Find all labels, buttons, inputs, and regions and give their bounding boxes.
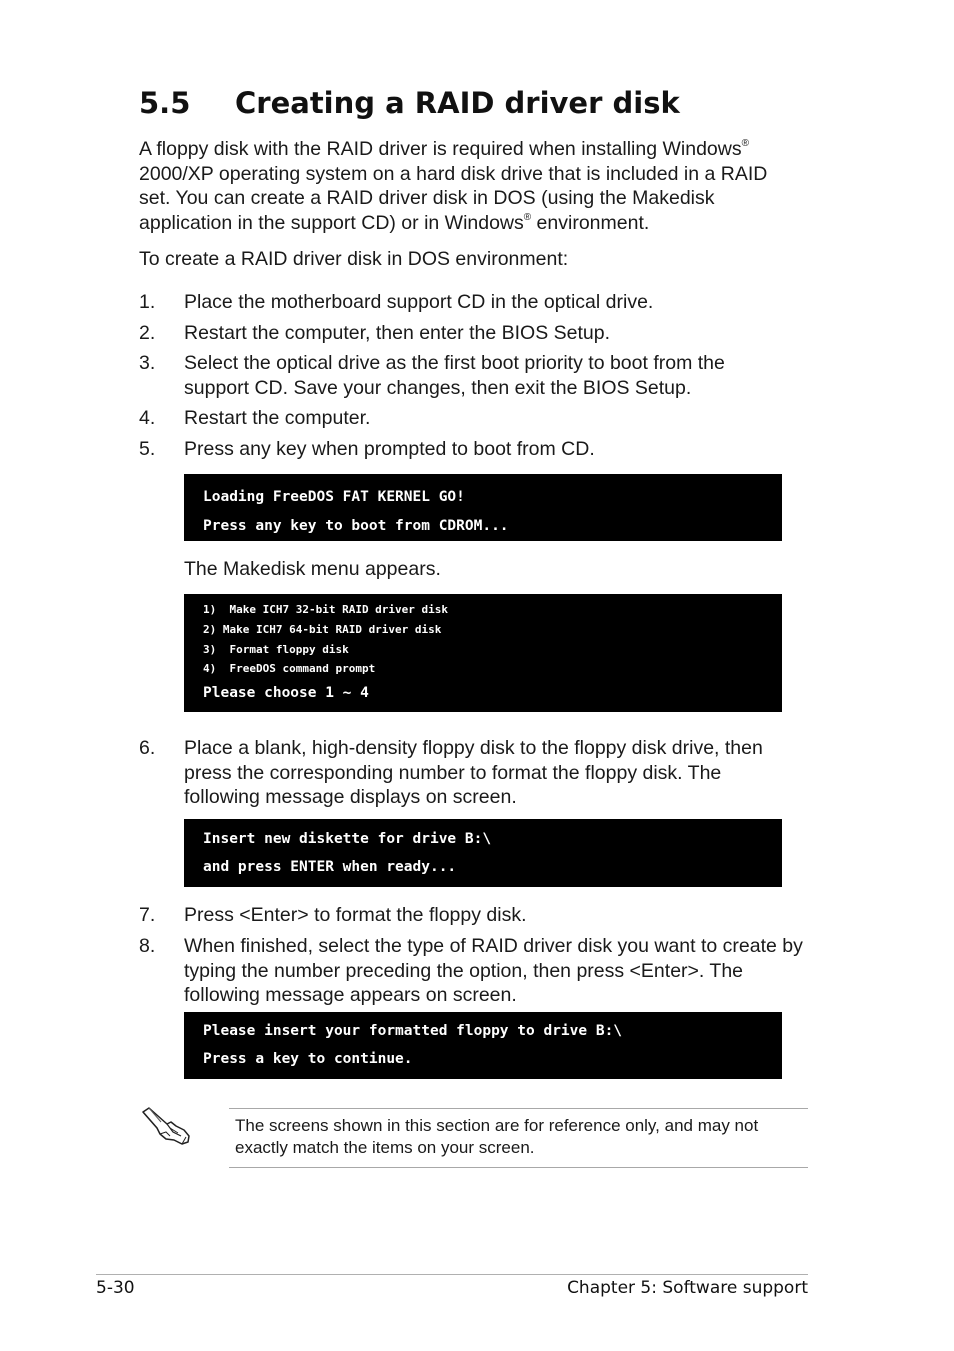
- step-number: 5.: [139, 438, 156, 460]
- page-number: 5-30: [96, 1278, 135, 1298]
- step-number: 4.: [139, 407, 156, 429]
- step-item: [139, 437, 809, 462]
- registered-mark: ®: [523, 211, 532, 223]
- step-text: Press any key when prompted to boot from CD.: [184, 438, 595, 460]
- boot-screen: [184, 474, 782, 541]
- menu-option: 4) FreeDOS command prompt: [203, 662, 376, 676]
- terminal-line: and press ENTER when ready...: [203, 859, 457, 875]
- step-text: Restart the computer.: [184, 407, 371, 429]
- step-text: Place a blank, high-density floppy disk to the floppy disk drive, then press the corresponding number to format the floppy disk. The following message displays on screen.: [184, 737, 763, 808]
- intro-text-2: 2000/XP operating system on a hard disk drive that is included in a RAID set. You can create a RAID driver disk in DOS (using the Makedisk application in the support CD) or in Windows: [139, 162, 768, 234]
- terminal-line: Press a key to continue.: [203, 1051, 413, 1067]
- step-number: 3.: [139, 352, 156, 374]
- note-text: The screens shown in this section are for reference only, and may not exactly match the items on your screen.: [235, 1116, 759, 1157]
- footer-rule: [96, 1274, 808, 1275]
- menu-option: 1) Make ICH7 32-bit RAID driver disk: [203, 603, 449, 616]
- formatted-floppy-screen: [184, 1012, 782, 1079]
- section-heading: [139, 86, 680, 120]
- step-number: 6.: [139, 737, 156, 759]
- terminal-line: Please insert your formatted floppy to drive B:\: [203, 1023, 623, 1039]
- menu-caption: The Makedisk menu appears.: [184, 558, 441, 580]
- step-number: 8.: [139, 935, 156, 957]
- terminal-line: Press any key to boot from CDROM...: [203, 518, 509, 534]
- terminal-line: Insert new diskette for drive B:\: [203, 831, 492, 847]
- section-title: Creating a RAID driver disk: [235, 86, 680, 120]
- note-bottom-rule: [229, 1167, 808, 1168]
- step-text: Restart the computer, then enter the BIOS Setup.: [184, 322, 610, 344]
- step-item: [139, 736, 799, 810]
- intro-text-3: environment.: [531, 211, 650, 234]
- insert-diskette-screen: [184, 819, 782, 887]
- step-item: [139, 321, 809, 346]
- chapter-title: Chapter 5: Software support: [567, 1278, 808, 1298]
- pencil-hand-icon: [140, 1106, 192, 1146]
- step-number: 7.: [139, 904, 156, 926]
- step-text: Select the optical drive as the first boot priority to boot from the support CD. Save your changes, then exit the BIOS Setup.: [184, 352, 725, 399]
- step-text: Press <Enter> to format the floppy disk.: [184, 904, 527, 926]
- step-item: [139, 903, 809, 928]
- step-number: 2.: [139, 322, 156, 344]
- makedisk-menu-screen: [184, 594, 782, 712]
- step-text: When finished, select the type of RAID driver disk you want to create by typing the number preceding the option, then press <Enter>. The following message appears on screen.: [184, 935, 803, 1006]
- menu-prompt: Please choose 1 ~ 4: [203, 685, 369, 702]
- intro-paragraph: [139, 137, 799, 235]
- note-top-rule: [229, 1108, 808, 1109]
- step-item: [139, 934, 804, 1008]
- step-text: Place the motherboard support CD in the optical drive.: [184, 291, 654, 313]
- lead-in-text: To create a RAID driver disk in DOS environment:: [139, 248, 569, 270]
- registered-mark: ®: [741, 138, 749, 149]
- menu-option: 3) Format floppy disk: [203, 642, 349, 656]
- step-item: [139, 351, 779, 400]
- menu-option: 2) Make ICH7 64-bit RAID driver disk: [203, 622, 442, 636]
- step-item: [139, 290, 809, 315]
- section-number: 5.5: [139, 86, 191, 120]
- step-item: [139, 406, 809, 431]
- intro-text-1: A floppy disk with the RAID driver is required when installing Windows: [139, 138, 742, 160]
- terminal-line: Loading FreeDOS FAT KERNEL GO!: [203, 489, 465, 505]
- step-number: 1.: [139, 291, 156, 313]
